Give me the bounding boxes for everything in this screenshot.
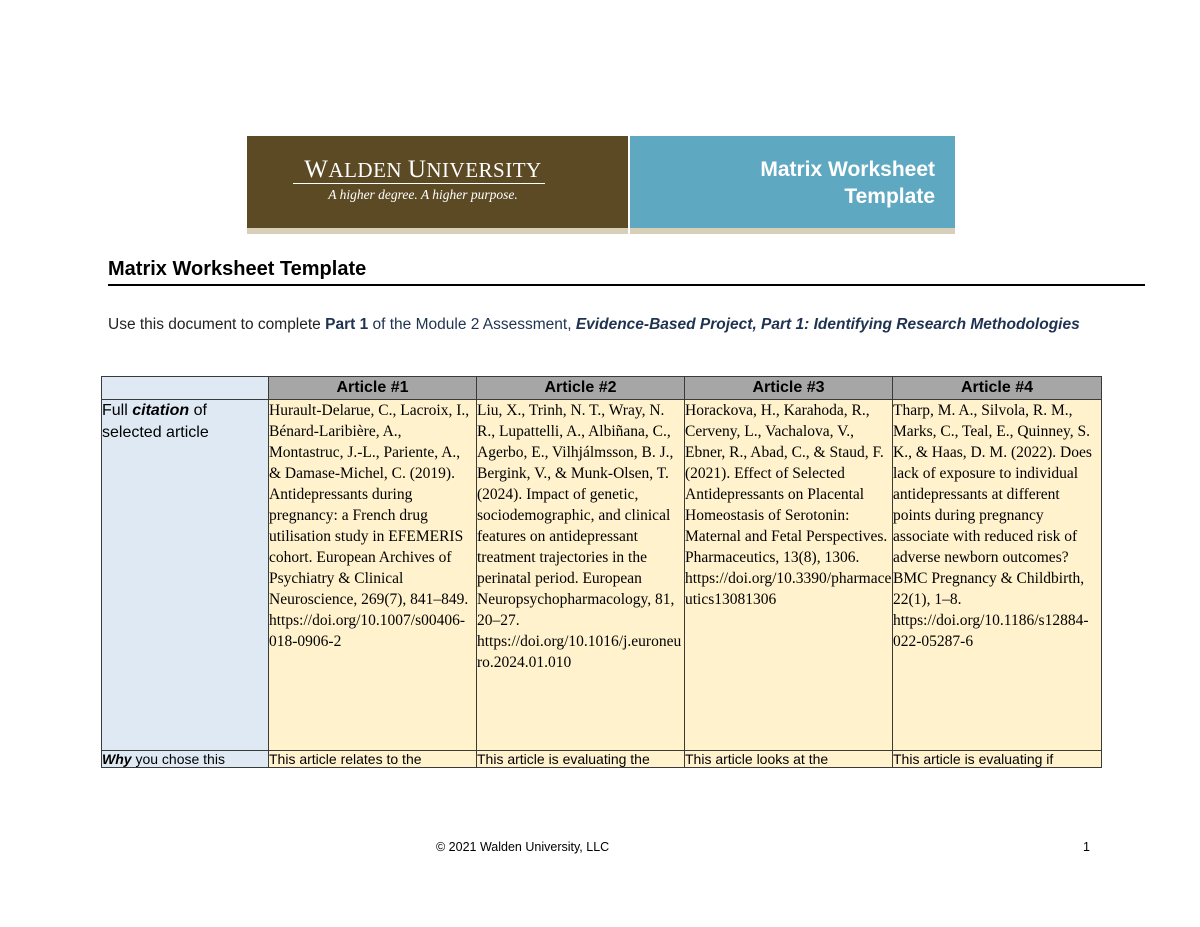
why-cell-article-1[interactable]: This article relates to the (269, 751, 477, 768)
university-tagline: A higher degree. A higher purpose. (328, 187, 518, 202)
column-header-article-1: Article #1 (269, 377, 477, 400)
column-header-article-3: Article #3 (685, 377, 893, 400)
row-label-why: Why you chose this (102, 751, 269, 768)
row-label-citation: Full citation of selected article (102, 400, 269, 751)
why-cell-article-4[interactable]: This article is evaluating if (893, 751, 1102, 768)
citation-cell-article-4[interactable]: Tharp, M. A., Silvola, R. M., Marks, C., Teal, E., Quinney, S. K., & Haas, D. M. (2022). Does lack of exposure to individual antidepressants at different points during pregnancy associate with reduced risk of adverse newborn outcomes? BMC Pregnancy & Childbirth, 22(1), 1–8. https://doi.org/10.1186/s12884-022-05287-6 (893, 400, 1102, 751)
column-header-article-2: Article #2 (477, 377, 685, 400)
instructions-paragraph: Use this document to complete Part 1 of the Module 2 Assessment, Evidence-Based Project, Part 1: Identifying Research Methodologies (108, 316, 1080, 333)
header-banner (247, 136, 955, 234)
header-row (102, 377, 1102, 400)
banner-title: Matrix Worksheet Template (760, 158, 935, 208)
column-header-article-4: Article #4 (893, 377, 1102, 400)
university-logo (247, 136, 628, 234)
copyright-notice: © 2021 Walden University, LLC (436, 840, 610, 854)
why-cell-article-3[interactable]: This article looks at the (685, 751, 893, 768)
why-cell-article-2[interactable]: This article is evaluating the (477, 751, 685, 768)
citation-cell-article-1[interactable]: Hurault-Delarue, C., Lacroix, I., Bénard-Laribière, A., Montastruc, J.-L., Pariente, A., & Damase-Michel, C. (2019). Antidepressants during pregnancy: a French drug utilisation study in EFEMERIS cohort. European Archives of Psychiatry & Clinical Neuroscience, 269(7), 841–849. https://doi.org/10.1007/s00406-018-0906-2 (269, 400, 477, 751)
matrix-table (101, 376, 1102, 768)
citation-row (102, 400, 1102, 751)
banner-title-panel (630, 136, 955, 234)
page-number: 1 (1083, 840, 1090, 854)
page-title: Matrix Worksheet Template (108, 258, 367, 280)
why-row (102, 751, 1102, 768)
citation-cell-article-3[interactable]: Horackova, H., Karahoda, R., Cerveny, L., Vachalova, V., Ebner, R., Abad, C., & Staud, F. (2021). Effect of Selected Antidepressants on Placental Homeostasis of Serotonin: Maternal and Fetal Perspectives. Pharmaceutics, 13(8), 1306. https://doi.org/10.3390/pharmaceutics13081306 (685, 400, 893, 751)
title-divider (108, 284, 1145, 286)
citation-cell-article-2[interactable]: Liu, X., Trinh, N. T., Wray, N. R., Lupattelli, A., Albiñana, C., Agerbo, E., Vilhjálmsson, B. J., Bergink, V., & Munk-Olsen, T. (2024). Impact of genetic, sociodemographic, and clinical features on antidepressant treatment trajectories in the perinatal period. European Neuropsychopharmacology, 81, 20–27. https://doi.org/10.1016/j.euroneuro.2024.01.010 (477, 400, 685, 751)
logo-divider (293, 183, 545, 184)
university-name: WALDEN UNIVERSITY (304, 156, 542, 183)
corner-cell (102, 377, 269, 400)
